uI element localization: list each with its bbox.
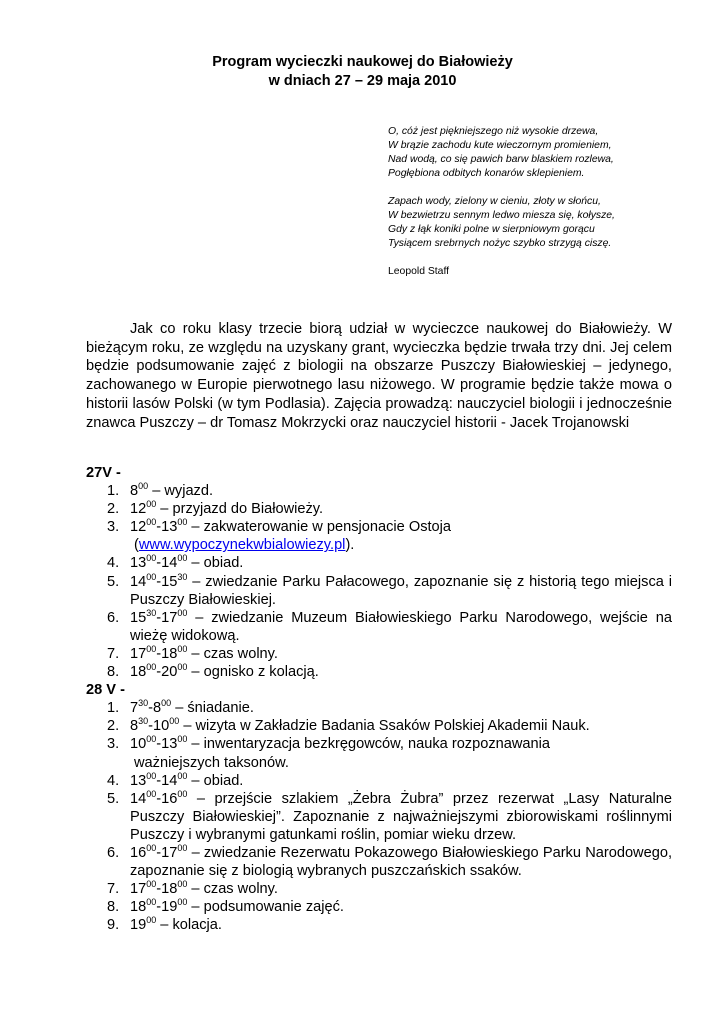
- poem-author: Leopold Staff: [388, 266, 450, 277]
- time-hour: 14: [130, 790, 147, 807]
- time-minutes: 30: [177, 571, 188, 582]
- item-number: 8.: [107, 664, 120, 681]
- item-number: 6.: [107, 844, 120, 861]
- item-number: 6.: [107, 609, 120, 626]
- time-hour: 13: [130, 772, 147, 789]
- poem-line: W brązie zachodu kute wieczornym promieniem,: [388, 140, 612, 151]
- time-hour: 13: [130, 555, 147, 572]
- time-minutes: 00: [146, 571, 157, 582]
- schedule-item: [86, 916, 672, 934]
- item-text: $14^{00}-15^{30}$ – zwiedzanie Parku Pałacowego, zapoznanie się z historią tego miejsca i Puszczy Białowieskiej.: [130, 571, 672, 608]
- time-minutes: 30: [146, 607, 157, 618]
- item-text: $10^{00}-13^{00}$ – inwentaryzacja bezkręgowców, nauka rozpoznawania: [130, 734, 550, 753]
- time-hour: 17: [130, 881, 147, 898]
- item-number: 4.: [107, 772, 120, 789]
- time-minutes: 00: [177, 770, 188, 781]
- poem-line: Zapach wody, zielony w cieniu, złoty w słońcu,: [388, 196, 601, 207]
- item-number: 4.: [107, 555, 120, 572]
- schedule-item: [86, 482, 672, 500]
- schedule-item: [86, 717, 672, 735]
- item-number: 1.: [107, 700, 120, 717]
- time-hour: 8: [130, 718, 139, 735]
- schedule-item: [86, 790, 672, 844]
- item-text: $7^{30}-8^{00}$ – śniadanie.: [130, 698, 254, 717]
- schedule-item: [86, 699, 672, 717]
- item-number: 7.: [107, 881, 120, 898]
- schedule-item: [86, 554, 672, 572]
- item-text: $14^{00}-16^{00}$ – przejście szlakiem „Żebra Żubra” przez rezerwat „Lasy Naturalne Puszczy Białowieskiej”. Zapoznanie z najważniejszymi zbiorowiskami roślinnymi Puszczy i wybranymi gatunkami roślin, pomiar wieku drzew.: [130, 788, 672, 843]
- schedule-item: [86, 880, 672, 898]
- time-minutes: 00: [146, 770, 157, 781]
- title-line-1: Program wycieczki naukowej do Białowieży: [212, 54, 513, 70]
- item-continuation: ważniejszych taksonów.: [134, 754, 289, 771]
- time-minutes: 00: [161, 698, 172, 709]
- item-text: $18^{00}-20^{00}$ – ognisko z kolacją.: [130, 662, 319, 681]
- item-number: 9.: [107, 917, 120, 934]
- time-hour: 14: [161, 555, 178, 572]
- time-hour: 16: [130, 844, 147, 861]
- poem-line: Tysiącem srebrnych nożyc szybko strzygą ciszę.: [388, 238, 612, 249]
- item-number: 2.: [107, 501, 120, 518]
- time-minutes: 00: [177, 643, 188, 654]
- time-hour: 18: [130, 899, 147, 916]
- poem-epigraph: [388, 125, 718, 279]
- schedule-item: [86, 735, 672, 771]
- item-number: 8.: [107, 899, 120, 916]
- poem-line: Nad wodą, co się pawich barw blaskiem rozlewa,: [388, 154, 614, 165]
- website-link[interactable]: www.wypoczynekwbialowiezy.pl: [138, 537, 346, 554]
- intro-paragraph: Jak co roku klasy trzecie biorą udział w wycieczce naukowej do Białowieży. W bieżącym roku, ze względu na uzyskany grant, wycieczka będzie trwała trzy dni. Jej celem będzie podsumowanie zajęć z biologii na obszarze Puszczy Białowieskiej – jedynego, zachowanego w Europie pierwotnego lasu niżowego. W programie będzie także mowa o historii lasów Polski (w tym Podlasia). Zajęcia prowadzą: nauczyciel biologii i jednocześnie znawca Puszczy – dr Tomasz Mokrzycki oraz nauczyciel historii - Jacek Trojanowski: [86, 321, 672, 431]
- item-text: $8^{30}-10^{00}$ – wizyta w Zakładzie Badania Ssaków Polskiej Akademii Nauk.: [130, 716, 590, 735]
- time-hour: 8: [153, 700, 162, 717]
- item-text: $19^{00}$ – kolacja.: [130, 915, 222, 934]
- item-text: $13^{00}-14^{00}$ – obiad.: [130, 553, 244, 572]
- item-text: $16^{00}-17^{00}$ – zwiedzanie Rezerwatu Pokazowego Białowieskiego Parku Narodowego, zapoznanie się z biologią wybranych puszczańskich ssaków.: [130, 842, 672, 880]
- time-minutes: 00: [146, 643, 157, 654]
- schedule-item: [86, 844, 672, 880]
- time-hour: 20: [161, 664, 178, 681]
- time-hour: 15: [161, 573, 178, 590]
- time-hour: 7: [130, 700, 139, 717]
- time-hour: 17: [161, 844, 178, 861]
- time-minutes: 00: [138, 481, 149, 492]
- time-minutes: 00: [146, 842, 157, 853]
- document-title: [0, 53, 725, 91]
- time-minutes: 00: [177, 897, 188, 908]
- poem-line: O, cóż jest piękniejszego niż wysokie drzewa,: [388, 126, 599, 137]
- item-number: 3.: [107, 519, 120, 536]
- poem-stanza-2: [388, 195, 718, 251]
- time-minutes: 00: [177, 517, 188, 528]
- schedule-item: [86, 573, 672, 609]
- time-hour: 14: [161, 772, 178, 789]
- time-minutes: 00: [146, 517, 157, 528]
- item-text: $12^{00}$ – przyjazd do Białowieży.: [130, 499, 324, 518]
- title-line-2: w dniach 27 – 29 maja 2010: [268, 73, 457, 89]
- schedule-item: [86, 518, 672, 554]
- item-number: 1.: [107, 483, 120, 500]
- schedule-item: [86, 500, 672, 518]
- time-hour: 19: [130, 917, 147, 934]
- time-minutes: 00: [177, 842, 188, 853]
- time-minutes: 00: [169, 716, 180, 727]
- time-minutes: 00: [146, 662, 157, 673]
- schedule-item: [86, 645, 672, 663]
- item-text: $17^{00}-18^{00}$ – czas wolny.: [130, 879, 278, 898]
- time-minutes: 00: [146, 734, 157, 745]
- poem-line: Gdy z łąk koniki polne w sierpniowym gorącu: [388, 224, 595, 235]
- time-minutes: 00: [146, 897, 157, 908]
- time-minutes: 00: [146, 915, 157, 926]
- time-hour: 18: [161, 645, 178, 662]
- time-hour: 18: [130, 664, 147, 681]
- day-item-list: [86, 482, 672, 681]
- time-minutes: 00: [177, 607, 188, 618]
- time-hour: 18: [161, 881, 178, 898]
- program-schedule: [86, 464, 672, 934]
- time-minutes: 00: [177, 662, 188, 673]
- time-minutes: 00: [177, 553, 188, 564]
- time-minutes: 00: [177, 788, 188, 799]
- item-text: $13^{00}-14^{00}$ – obiad.: [130, 770, 244, 789]
- schedule-item: [86, 898, 672, 916]
- time-hour: 17: [161, 609, 178, 626]
- time-hour: 13: [161, 736, 178, 753]
- time-hour: 8: [130, 483, 139, 500]
- time-hour: 17: [130, 645, 147, 662]
- time-hour: 16: [161, 790, 178, 807]
- time-hour: 12: [130, 519, 147, 536]
- item-number: 3.: [107, 736, 120, 753]
- item-text: $12^{00}-13^{00}$ – zakwaterowanie w pensjonacie Ostoja: [130, 517, 452, 536]
- day-item-list: [86, 699, 672, 934]
- item-number: 5.: [107, 790, 120, 807]
- time-minutes: 00: [177, 879, 188, 890]
- poem-line: Pogłębiona odbitych konarów sklepieniem.: [388, 168, 585, 179]
- schedule-item: [86, 609, 672, 645]
- item-continuation: (www.wypoczynekwbialowiezy.pl).: [134, 537, 355, 554]
- day-label: 27V -: [86, 465, 121, 481]
- time-minutes: 00: [146, 788, 157, 799]
- item-text: $15^{30}-17^{00}$ – zwiedzanie Muzeum Białowieskiego Parku Narodowego, wejście na wieżę widokową.: [130, 607, 672, 644]
- item-text: $8^{00}$ – wyjazd.: [130, 481, 214, 500]
- poem-line: W bezwietrzu sennym ledwo miesza się, kołysze,: [388, 210, 615, 221]
- schedule-item: [86, 663, 672, 681]
- item-number: 7.: [107, 645, 120, 662]
- time-hour: 19: [161, 899, 178, 916]
- time-hour: 13: [161, 519, 178, 536]
- time-hour: 12: [130, 501, 147, 518]
- item-number: 5.: [107, 573, 120, 590]
- poem-stanza-1: [388, 125, 718, 181]
- time-hour: 15: [130, 609, 147, 626]
- time-minutes: 00: [146, 553, 157, 564]
- time-minutes: 00: [146, 879, 157, 890]
- time-hour: 10: [130, 736, 147, 753]
- item-text: $17^{00}-18^{00}$ – czas wolny.: [130, 643, 278, 662]
- time-hour: 10: [153, 718, 170, 735]
- time-minutes: 00: [146, 499, 157, 510]
- day-label: 28 V -: [86, 682, 125, 699]
- time-hour: 14: [130, 573, 147, 590]
- item-number: 2.: [107, 718, 120, 735]
- time-minutes: 00: [177, 734, 188, 745]
- time-minutes: 30: [138, 716, 149, 727]
- item-text: $18^{00}-19^{00}$ – podsumowanie zajęć.: [130, 897, 344, 916]
- schedule-item: [86, 772, 672, 790]
- time-minutes: 30: [138, 698, 149, 709]
